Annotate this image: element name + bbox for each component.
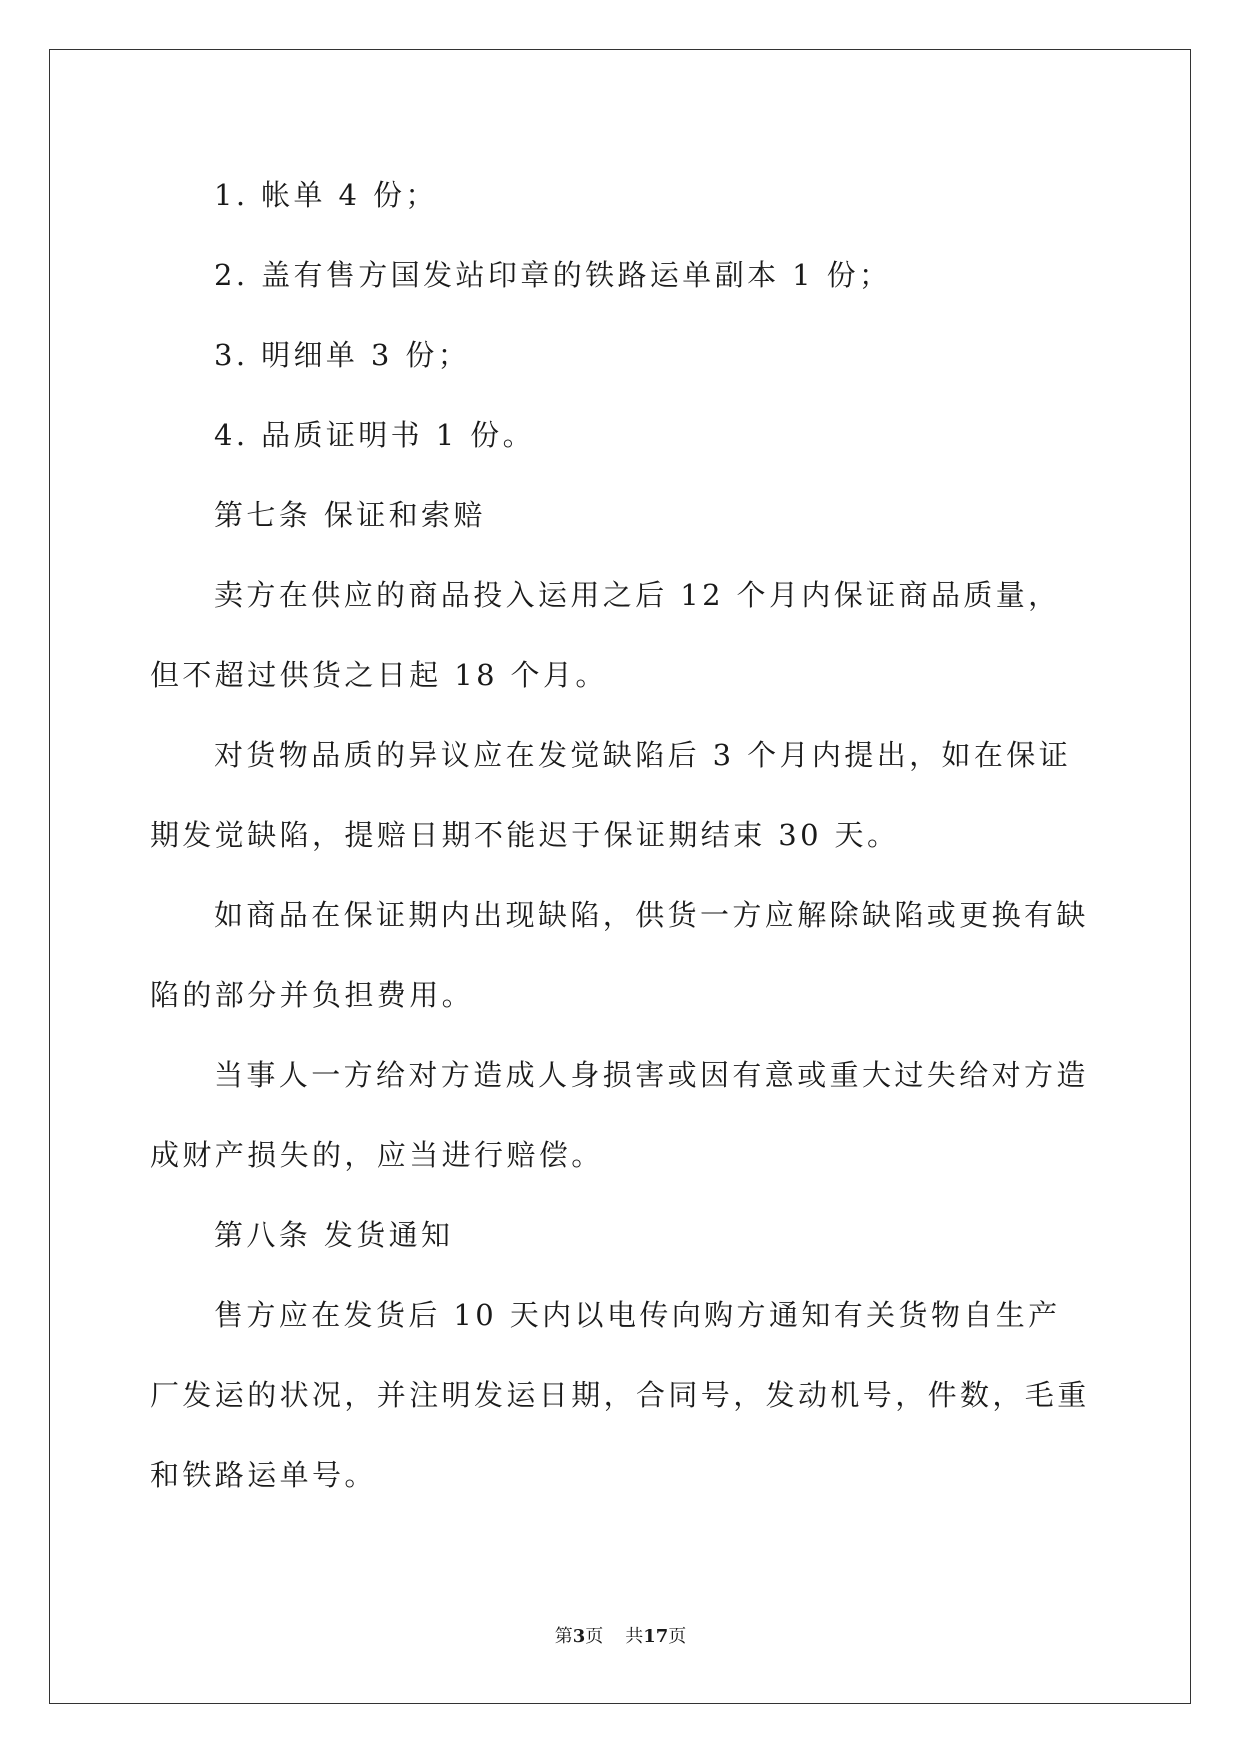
page-prefix: 第 bbox=[554, 1626, 573, 1647]
page-suffix: 页 bbox=[585, 1626, 604, 1647]
paragraph-1: 1. 帐单 4 份； bbox=[214, 178, 438, 212]
section-heading-7: 第七条 保证和索赔 bbox=[214, 498, 486, 532]
total-pages: 17 bbox=[643, 1626, 669, 1647]
paragraph-defect: 如商品在保证期内出现缺陷，供货一方应解除缺陷或更换有缺陷的部分并负担费用。 bbox=[150, 898, 1089, 1012]
paragraph-2: 2. 盖有售方国发站印章的铁路运单副本 1 份； bbox=[214, 258, 892, 292]
page-footer bbox=[0, 1622, 1241, 1648]
paragraph-warranty: 卖方在供应的商品投入运用之后 12 个月内保证商品质量，但不超过供货之日起 18 个月。 bbox=[150, 578, 1061, 692]
total-prefix: 共 bbox=[625, 1626, 644, 1647]
paragraph-3: 3. 明细单 3 份； bbox=[214, 338, 471, 372]
page-number: 3 bbox=[572, 1626, 586, 1647]
paragraph-4: 4. 品质证明书 1 份。 bbox=[214, 418, 535, 452]
paragraph-objection: 对货物品质的异议应在发觉缺陷后 3 个月内提出，如在保证期发觉缺陷，提赔日期不能迟于保证期结束 30 天。 bbox=[150, 738, 1072, 852]
document-body bbox=[150, 155, 1090, 1515]
section-heading-8: 第八条 发货通知 bbox=[214, 1218, 454, 1252]
total-suffix: 页 bbox=[668, 1626, 687, 1647]
paragraph-shipping-notice: 售方应在发货后 10 天内以电传向购方通知有关货物自生产厂发运的状况，并注明发运日期，合同号，发动机号，件数，毛重和铁路运单号。 bbox=[150, 1298, 1090, 1492]
paragraph-compensation: 当事人一方给对方造成人身损害或因有意或重大过失给对方造成财产损失的，应当进行赔偿。 bbox=[150, 1058, 1089, 1172]
